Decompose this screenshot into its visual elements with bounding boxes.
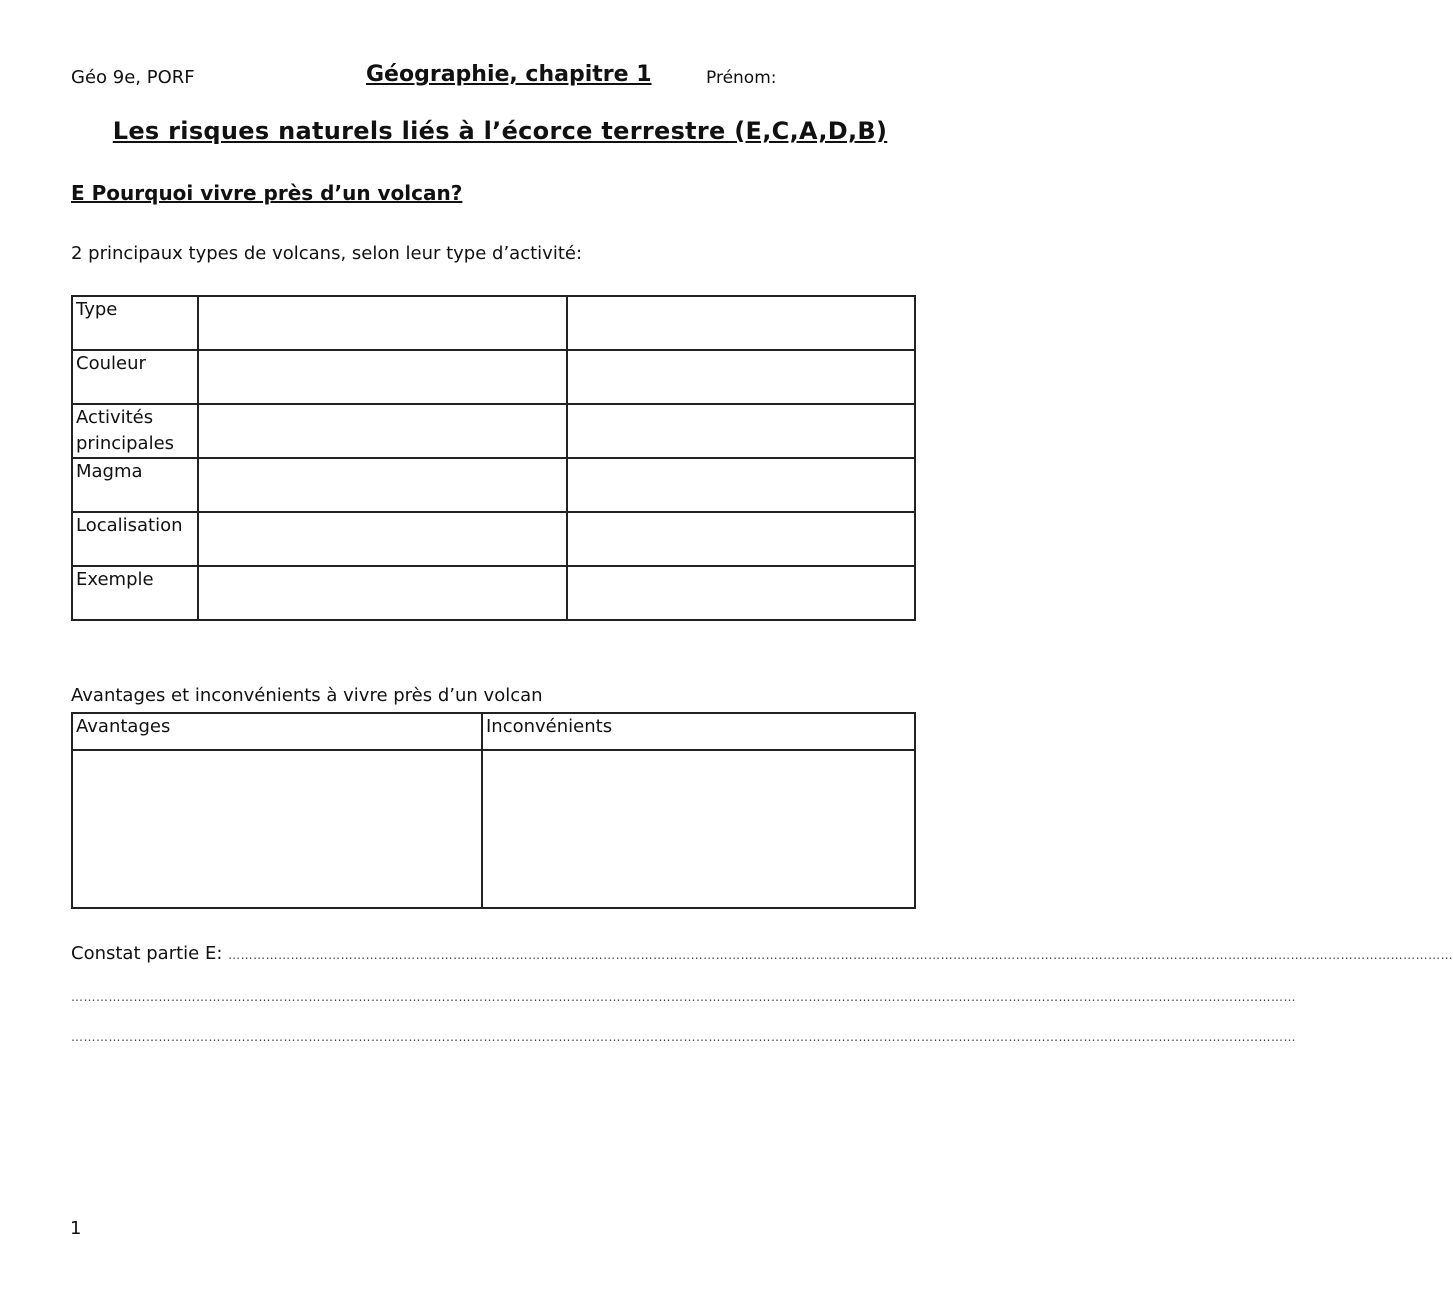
advantages-caption: Avantages et inconvénients à vivre près d’un volcan [71, 685, 543, 706]
answer-cell-inconvenients[interactable] [482, 750, 915, 908]
section-title: E Pourquoi vivre près d’un volcan? [71, 181, 463, 205]
answer-cell[interactable] [198, 458, 567, 512]
answer-cell[interactable] [567, 458, 915, 512]
answer-dotted-line[interactable]: …………………………………………………………………………………………………………………………………………………………………………………………………………………………………………………………………… [71, 1030, 1296, 1044]
table-row [72, 750, 915, 908]
table-row [72, 458, 915, 512]
advantages-table [71, 712, 916, 909]
page-number: 1 [70, 1218, 82, 1239]
page-title: Les risques naturels liés à l’écorce terrestre (E,C,A,D,B) [112, 117, 888, 145]
row-label-exemple: Exemple [72, 566, 198, 620]
table-row [72, 404, 915, 458]
row-label-activites: Activités principales [72, 404, 198, 458]
answer-dotted-line[interactable]: …………………………………………………………………………………………………………………………………………………………………………………………………………………………………………………………………… [71, 990, 1296, 1004]
table-row [72, 296, 915, 350]
answer-cell[interactable] [198, 566, 567, 620]
table-row [72, 566, 915, 620]
table-row [72, 512, 915, 566]
answer-cell[interactable] [567, 350, 915, 404]
row-label-couleur: Couleur [72, 350, 198, 404]
answer-cell[interactable] [567, 296, 915, 350]
header-chapter: Géographie, chapitre 1 [366, 62, 652, 87]
answer-cell[interactable] [198, 404, 567, 458]
column-header-inconvenients: Inconvénients [482, 713, 915, 750]
answer-cell[interactable] [567, 512, 915, 566]
intro-text: 2 principaux types de volcans, selon leur type d’activité: [71, 243, 583, 264]
answer-cell[interactable] [198, 350, 567, 404]
constat-label: Constat partie E: [71, 943, 223, 964]
answer-cell[interactable] [567, 566, 915, 620]
row-label-type: Type [72, 296, 198, 350]
answer-dotted-line[interactable]: …………………………………………………………………………………………………………………………………………………………………………………………………………………………………………………………………… [228, 948, 1453, 962]
column-header-avantages: Avantages [72, 713, 482, 750]
constat-line [71, 943, 1453, 964]
table-row [72, 350, 915, 404]
table-header-row [72, 713, 915, 750]
row-label-magma: Magma [72, 458, 198, 512]
answer-cell[interactable] [198, 512, 567, 566]
answer-cell[interactable] [198, 296, 567, 350]
answer-cell-avantages[interactable] [72, 750, 482, 908]
row-label-localisation: Localisation [72, 512, 198, 566]
header-name-label: Prénom: [706, 68, 777, 88]
answer-cell[interactable] [567, 404, 915, 458]
volcano-types-table [71, 295, 916, 621]
header-course: Géo 9e, PORF [71, 67, 195, 88]
